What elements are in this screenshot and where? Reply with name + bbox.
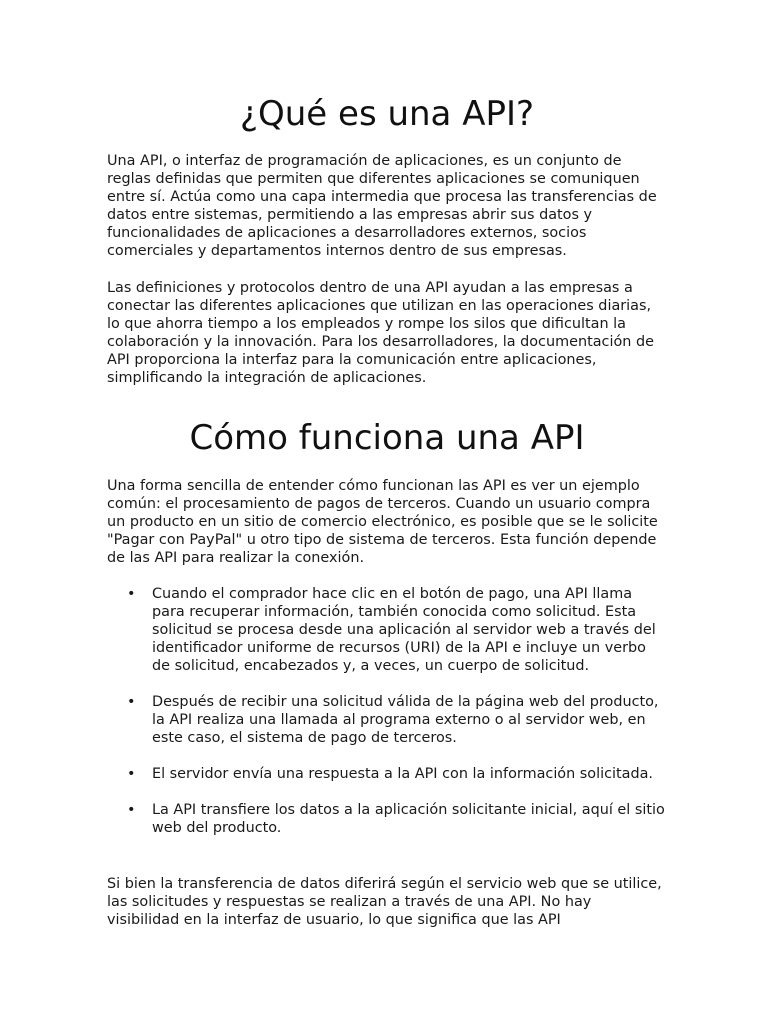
list-item-text: La API transfiere los datos a la aplicación solicitante inicial, aquí el sitio web del producto.	[152, 802, 665, 836]
bullet-icon: •	[127, 586, 136, 602]
bullet-icon: •	[127, 766, 136, 782]
bullet-icon: •	[127, 694, 136, 710]
list-item-text: Después de recibir una solicitud válida de la página web del producto, la API realiza una llamada al programa externo o al servidor web, en este caso, el sistema de pago de terceros.	[152, 694, 659, 746]
paragraph-closing: Si bien la transferencia de datos diferirá según el servicio web que se utilice, las solicitudes y respuestas se realizan a través de una API. No hay visibilidad en la interfaz de usuario, lo que significa que las API	[107, 876, 662, 928]
bullet-icon: •	[127, 802, 136, 818]
list-item-text: Cuando el comprador hace clic en el botón de pago, una API llama para recuperar información, también conocida como solicitud. Esta solicitud se procesa desde una aplicación al servidor web a través del identificador uniforme de recursos (URI) de la API e incluye un verbo de solicitud, encabezados y, a veces, un cuerpo de solicitud.	[152, 586, 656, 674]
list-item	[127, 585, 667, 675]
paragraph-api-benefits: Las definiciones y protocolos dentro de una API ayudan a las empresas a conectar las diferentes aplicaciones que utilizan en las operaciones diarias, lo que ahorra tiempo a los empleados y rompe los silos que dificultan la colaboración y la innovación. Para los desarrolladores, la documentación de API proporciona la interfaz para la comunicación entre aplicaciones, simplificando la integración de aplicaciones.	[107, 280, 654, 386]
list-item	[127, 801, 667, 837]
heading-how-api-works: Cómo funciona una API	[189, 418, 585, 458]
paragraph-api-definition: Una API, o interfaz de programación de aplicaciones, es un conjunto de reglas definidas que permiten que diferentes aplicaciones se comuniquen entre sí. Actúa como una capa intermedia que procesa las transferencias de datos entre sistemas, permitiendo a las empresas abrir sus datos y funcionalidades de aplicaciones a desarrolladores externos, socios comerciales y departamentos internos dentro de sus empresas.	[107, 153, 657, 259]
list-item	[127, 693, 667, 747]
list-item-text: El servidor envía una respuesta a la API con la información solicitada.	[152, 766, 654, 782]
heading-what-is-api: ¿Qué es una API?	[239, 94, 535, 134]
list-item	[127, 765, 667, 783]
steps-list	[107, 585, 667, 855]
paragraph-payment-example: Una forma sencilla de entender cómo funcionan las API es ver un ejemplo común: el procesamiento de pagos de terceros. Cuando un usuario compra un producto en un sitio de comercio electrónico, es posible que se le solicite "Pagar con PayPal" u otro tipo de sistema de terceros. Esta función depende de las API para realizar la conexión.	[107, 478, 658, 566]
